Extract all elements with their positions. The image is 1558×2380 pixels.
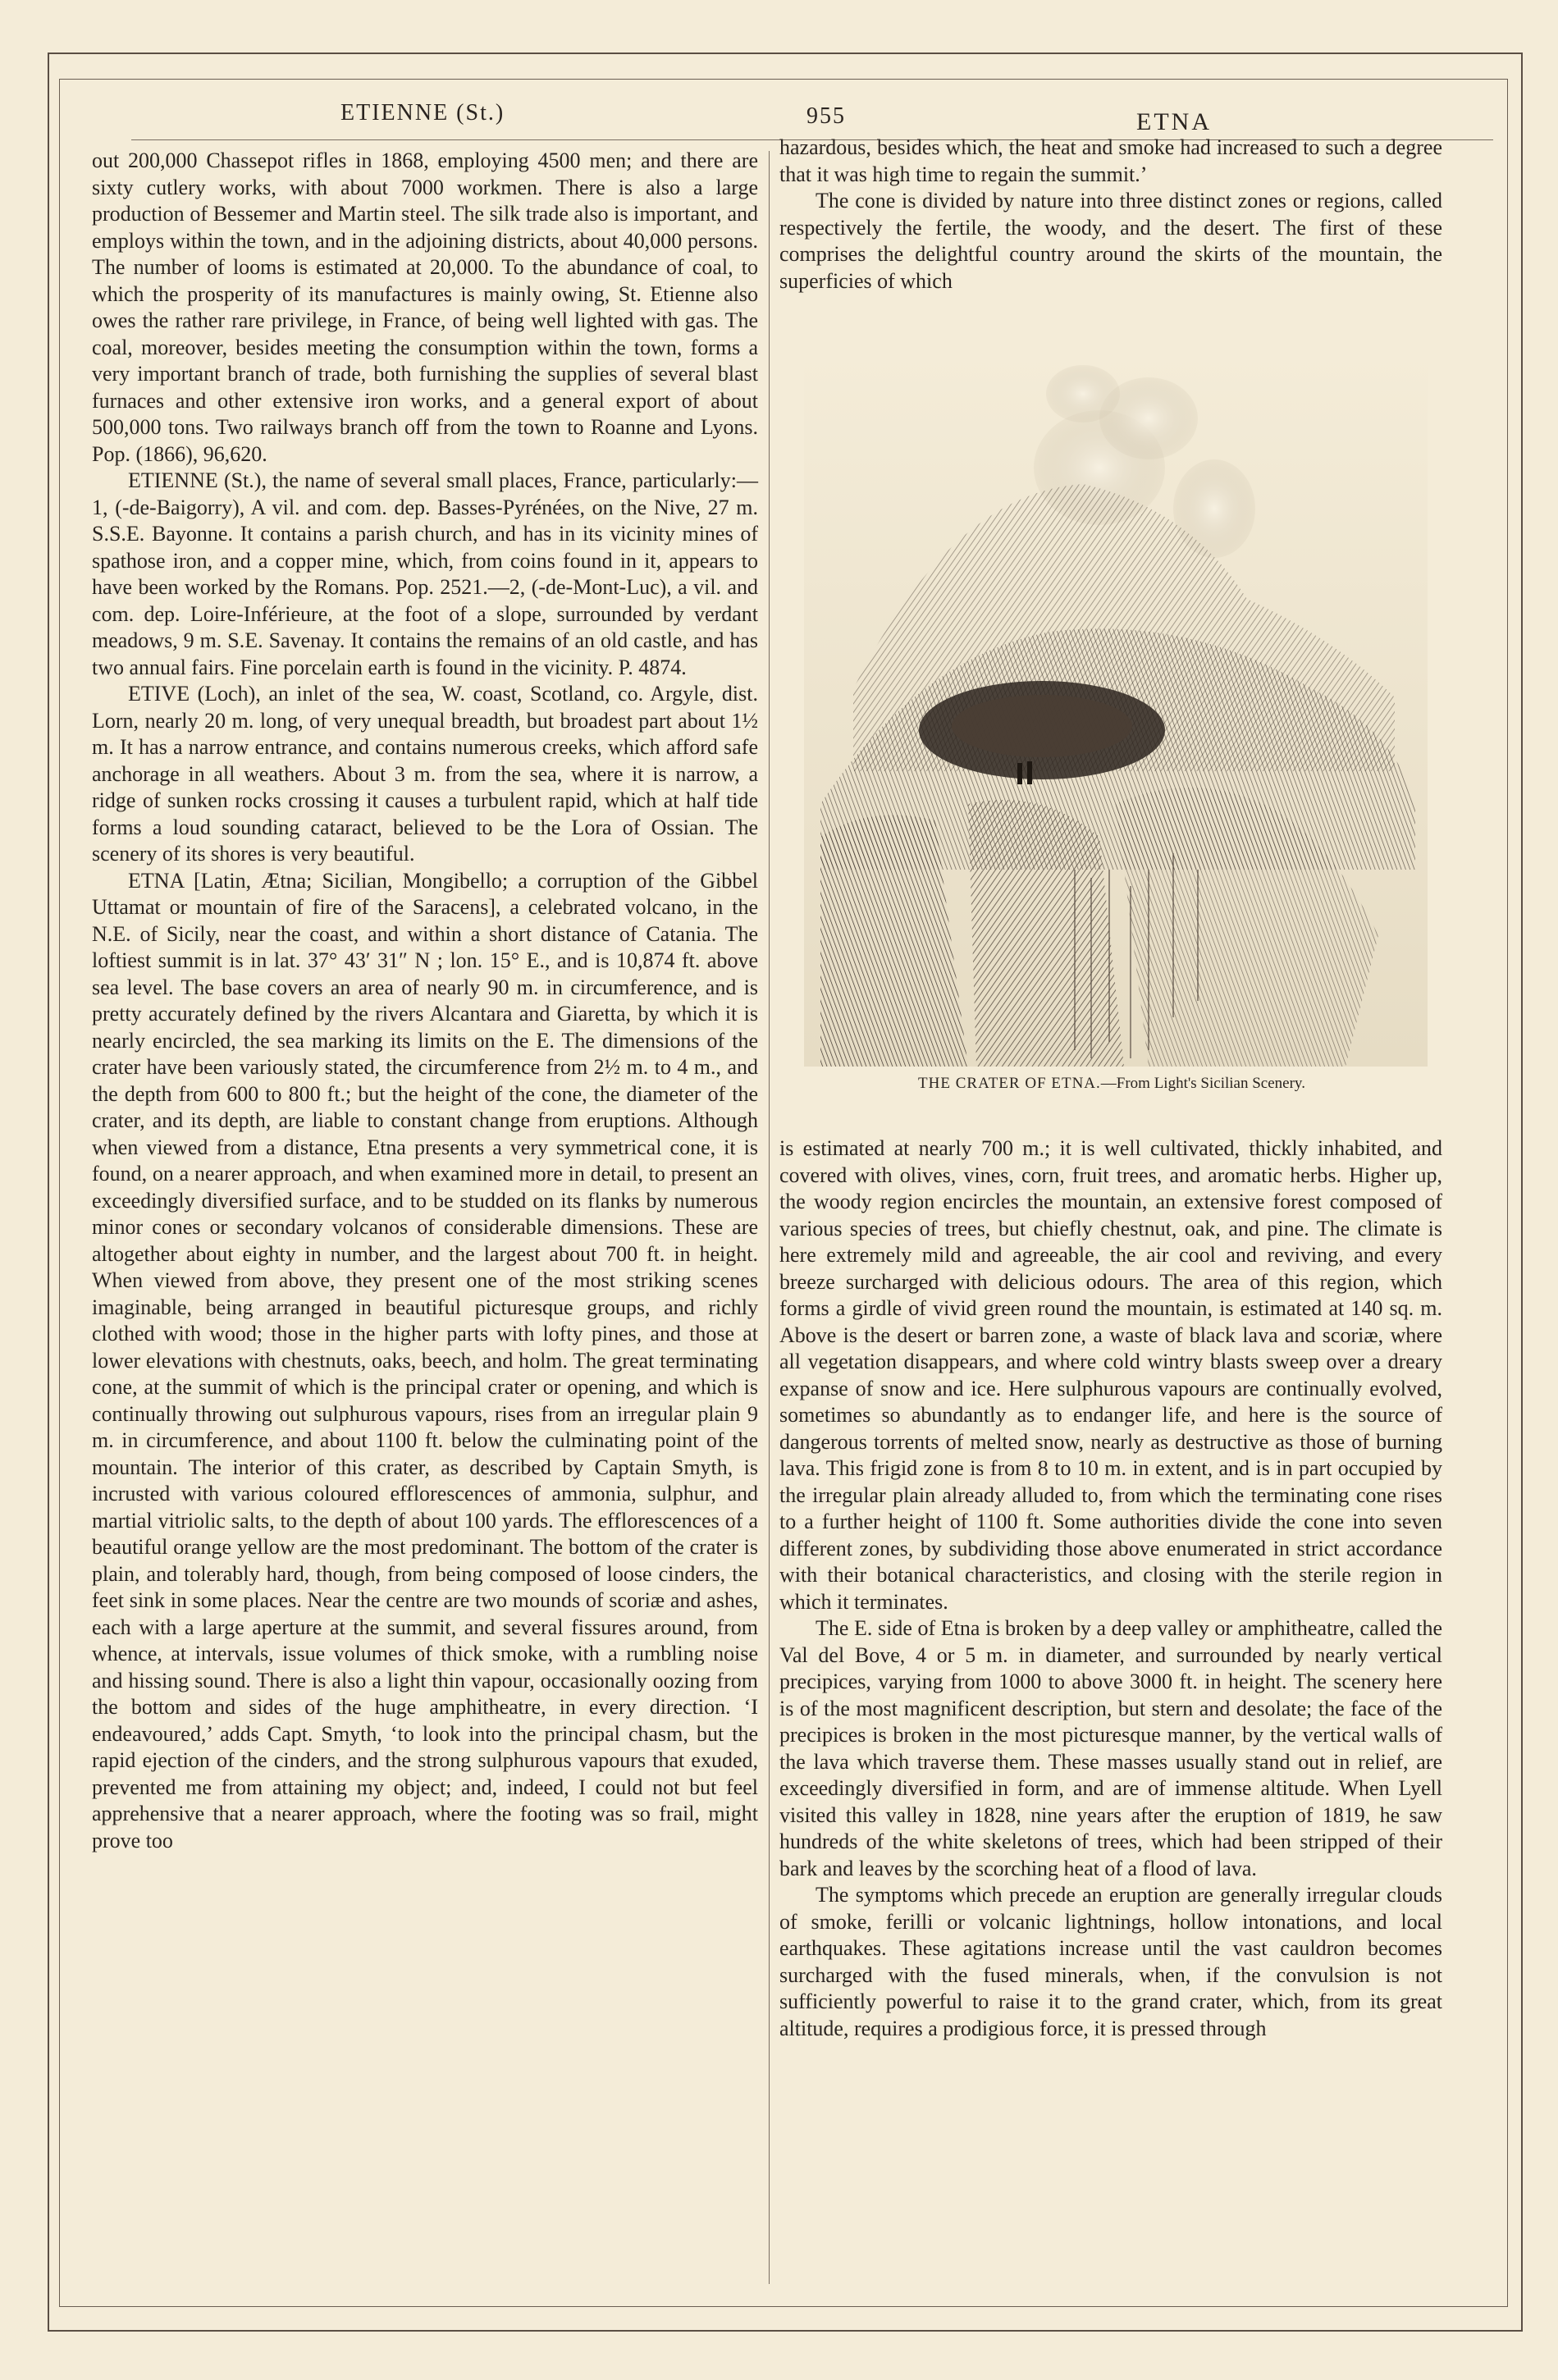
page-number: 955 <box>806 103 846 129</box>
header-right-entry: ETNA <box>1136 108 1212 135</box>
paragraph: The symptoms which precede an eruption are generally irregular clouds of smoke, ferilli or volcanic lightnings, hollow intonations, and local earthquakes. These agitations increase until the vast cauldron becomes surcharged with the fused minerals, when, if the convulsion is not sufficiently powerful to raise it to the grand crater, which, from its great altitude, requires a prodigious force, it is pressed through <box>779 1883 1442 2040</box>
caption-title: THE CRATER OF ETNA. <box>918 1075 1101 1092</box>
volcano-crater-engraving-icon <box>804 345 1428 1067</box>
paragraph: ETIVE (Loch), an inlet of the sea, W. coast, Scotland, co. Argyle, dist. Lorn, nearly 20 m. long, of very unequal breadth, but broadest part about 1½ m. It has a narrow entrance, and contains numerous creeks, which afford safe anchorage in all weathers. About 3 m. from the sea, where it is narrow, a ridge of sunken rocks crossing it causes a turbulent rapid, which at half tide forms a loud sounding cataract, believed to be the Lora of Ossian. The scenery of its shores is very beautiful. <box>92 682 758 866</box>
left-column <box>92 148 758 1854</box>
paragraph: The cone is divided by nature into three distinct zones or regions, called respectively the fertile, the woody, and the desert. The first of these comprises the delightful country around the skirts of the mountain, the superficies of which <box>779 189 1442 293</box>
right-column-bottom <box>779 1135 1442 2042</box>
paragraph: hazardous, besides which, the heat and smoke had increased to such a degree that it was high time to regain the summit.’ <box>779 135 1442 186</box>
paragraph: The E. side of Etna is broken by a deep valley or amphitheatre, called the Val del Bove, 4 or 5 m. in diameter, and surrounded by nearly vertical precipices, varying from 1000 to above 3000 ft. in height. The scenery here is of the most magnificent description, but stern and desolate; the face of the precipices is broken in the most picturesque manner, by the vertical walls of the lava which traverse them. These masses usually stand out in relief, are exceedingly diversified in form, and are of immense altitude. When Lyell visited this valley in 1828, nine years after the eruption of 1819, he saw hundreds of the white skeletons of trees, which had been stripped of their bark and leaves by the scorching heat of a flood of lava. <box>779 1616 1442 1880</box>
paragraph: out 200,000 Chassepot rifles in 1868, employing 4500 men; and there are sixty cutlery works, with about 7000 workmen. There is also a large production of Bessemer and Martin steel. The silk trade also is important, and employs within the town, and in the adjoining districts, about 40,000 persons. The number of looms is estimated at 20,000. To the abundance of coal, to which the prosperity of its manufactures is mainly owing, St. Etienne also owes the rather rare privilege, in France, of being well lighted with gas. The coal, moreover, besides meeting the consumption within the town, forms a very important branch of trade, both furnishing the supplies of several blast furnaces and other extensive iron works, and a general export of about 500,000 tons. Two railways branch off from the town to Roanne and Lyons. Pop. (1866), 96,620. <box>92 148 758 466</box>
running-header <box>62 92 1505 141</box>
header-left-entry: ETIENNE (St.) <box>340 100 505 126</box>
caption-source: —From Light's Sicilian Scenery. <box>1100 1075 1305 1092</box>
right-column-top <box>779 135 1442 295</box>
paragraph: is estimated at nearly 700 m.; it is well cultivated, thickly inhabited, and covered with olives, vines, corn, fruit trees, and aromatic herbs. Higher up, the woody region encircles the mountain, an extensive forest composed of various species of trees, but chiefly chestnut, oak, and pine. The climate is here extremely mild and agreeable, the air cool and reviving, and every breeze surcharged with delicious odours. The area of this region, which forms a girdle of vivid green round the mountain, is estimated at 140 sq. m. Above is the desert or barren zone, a waste of black lava and scoriæ, where all vegetation disappears, and where cold wintry blasts sweep over a dreary expanse of snow and ice. Here sulphurous vapours are continually evolved, sometimes so abundantly as to endanger life, and here is the source of dangerous torrents of melted snow, nearly as destructive as those of burning lava. This frigid zone is from 8 to 10 m. in extent, and is in part occupied by the irregular plain already alluded to, from which the terminating cone rises to a further height of 1100 ft. Some authorities divide the cone into seven different zones, by subdividing those above enumerated in strict accordance with their botanical characteristics, and closing with the sterile region in which it terminates. <box>779 1136 1442 1614</box>
figure-caption <box>788 1075 1436 1093</box>
crater-illustration <box>804 345 1428 1099</box>
paragraph: ETNA [Latin, Ætna; Sicilian, Mongibello; a corruption of the Gibbel Uttamat or mountain of fire of the Saracens], a celebrated volcano, in the N.E. of Sicily, near the coast, and within a short distance of Catania. The loftiest summit is in lat. 37° 43′ 31″ N ; lon. 15° E., and is 10,874 ft. above sea level. The base covers an area of nearly 90 m. in circumference, and is pretty accurately defined by the rivers Alcantara and Giaretta, by which it is nearly encircled, the sea marking its limits on the E. The dimensions of the crater have been variously stated, the circumference from 2½ m. to 4 m., and the depth from 600 to 800 ft.; but the height of the cone, the diameter of the crater, and its depth, are liable to constant change from eruptions. Although when viewed from a distance, Etna presents a very symmetrical cone, it is found, on a nearer approach, and when examined more in detail, to present an exceedingly diversified surface, and to be studded on its flanks by numerous minor cones or secondary volcanos of considerable dimensions. These are altogether about eighty in number, and the largest about 700 ft. in height. When viewed from above, they present one of the most striking scenes imaginable, being arranged in beautiful picturesque groups, and richly clothed with wood; those in the higher parts with lofty pines, and those at lower elevations with chestnuts, oaks, beech, and holm. The great terminating cone, at the summit of which is the principal crater or opening, and which is continually throwing out sulphurous vapours, rises from an irregular plain 9 m. in circumference, and about 1100 ft. below the culminating point of the mountain. The interior of this crater, as described by Captain Smyth, is incrusted with various coloured efflorescences of ammonia, sulphur, and martial vitriolic salts, to the depth of about 100 yards. The efflorescences of a beautiful orange yellow are the most predominant. The bottom of the crater is plain, and tolerably hard, though, from being composed of loose cinders, the feet sink in some places. Near the centre are two mounds of scoriæ and ashes, each with a large aperture at the summit, and several fissures around, from whence, at intervals, issue volumes of thick smoke, with a rumbling noise and hissing sound. There is also a light thin vapour, occasionally oozing from the bottom and sides of the huge amphitheatre, in every direction. ‘I endeavoured,’ adds Capt. Smyth, ‘to look into the principal chasm, but the rapid ejection of the cinders, and the strong sulphurous vapours that exuded, prevented me from attaining my object; and, indeed, I could not but feel apprehensive that a nearer approach, where the footing was so frail, might prove too <box>92 868 758 1852</box>
column-divider <box>769 151 770 2284</box>
paragraph: ETIENNE (St.), the name of several small places, France, particularly:—1, (-de-Baigorry), A vil. and com. dep. Basses-Pyrénées, on the Nive, 27 m. S.S.E. Bayonne. It contains a parish church, and has in its vicinity mines of spathose iron, and a copper mine, which, from coins found in it, appears to have been worked by the Romans. Pop. 2521.—2, (-de-Mont-Luc), a vil. and com. dep. Loire-Inférieure, at the foot of a slope, surrounded by verdant meadows, 9 m. S.E. Savenay. It contains the remains of an old castle, and has two annual fairs. Fine porcelain earth is found in the vicinity. P. 4874. <box>92 468 758 679</box>
